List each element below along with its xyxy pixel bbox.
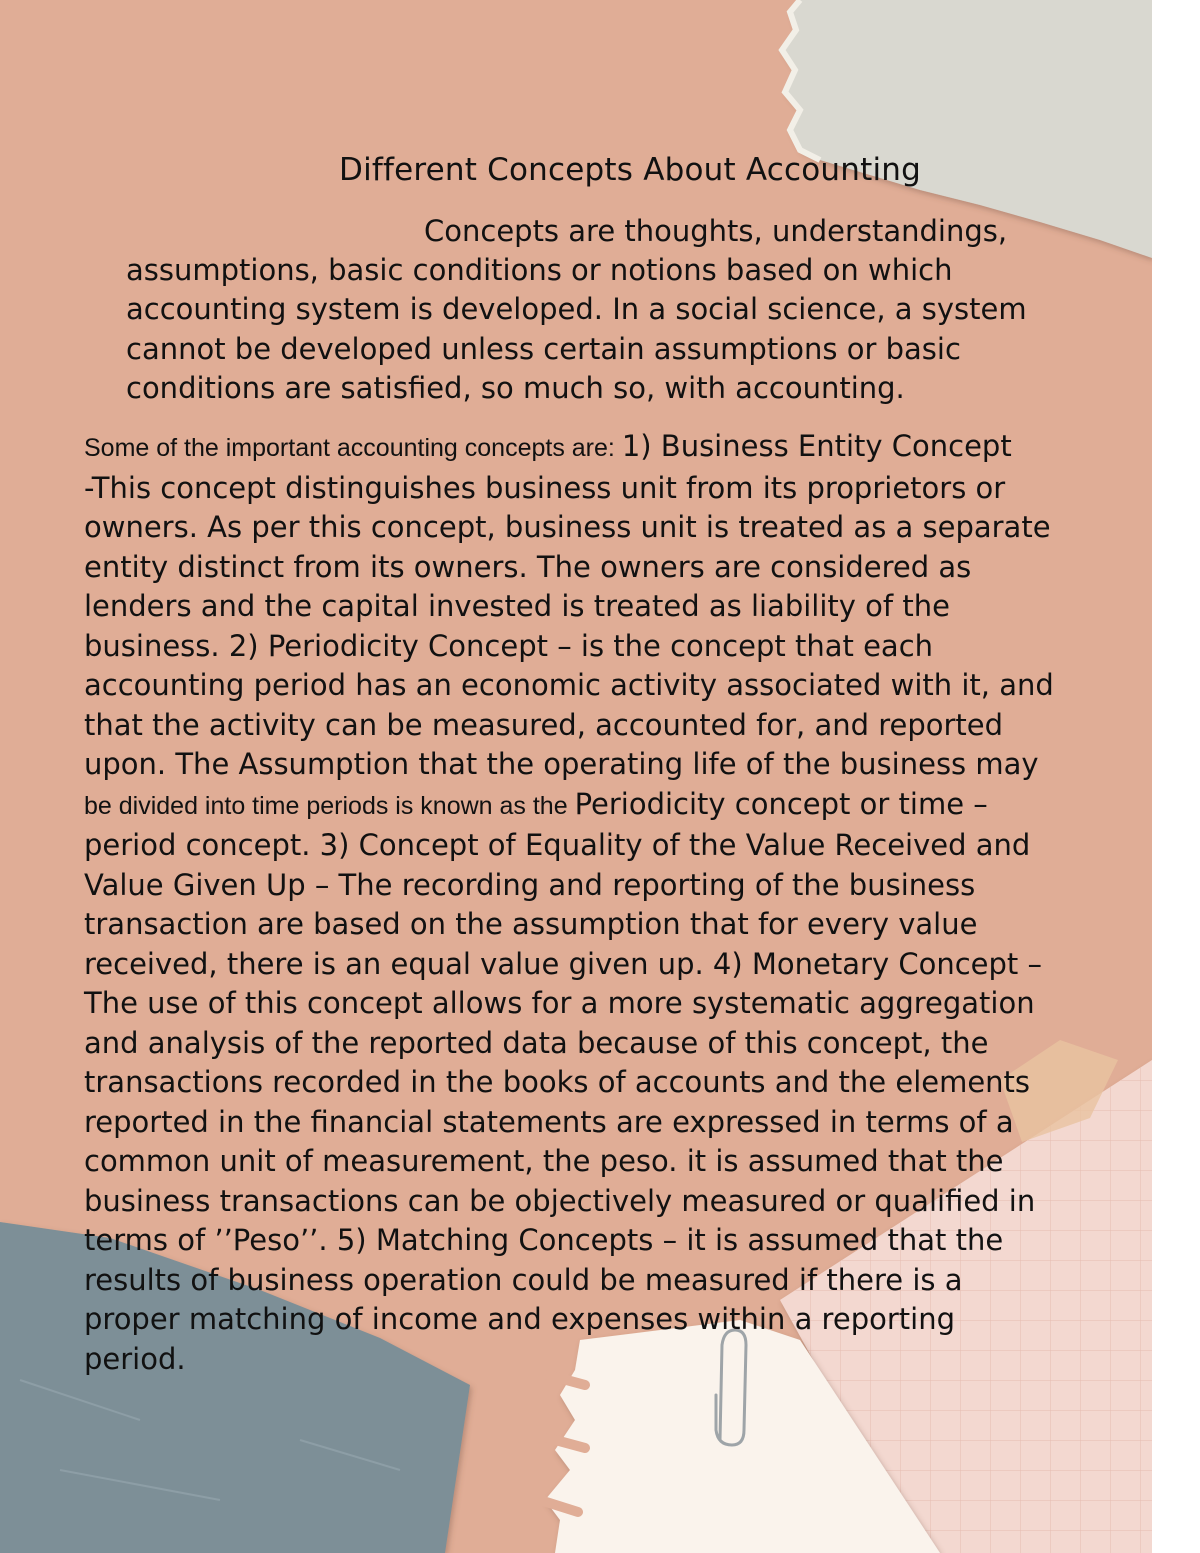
body-line: common unit of measurement, the peso. it is assumed that the: [84, 1144, 1004, 1178]
intro-line: conditions are satisfied, so much so, with accounting.: [126, 370, 905, 405]
body-line: business transactions can be objectively measured or qualified in: [84, 1183, 1036, 1218]
body-line: Value Given Up – The recording and reporting of the business: [84, 867, 976, 902]
intro-line: cannot be developed unless certain assumptions or basic: [126, 331, 961, 366]
body-line: Periodicity concept or time –: [574, 786, 988, 821]
body-line: The use of this concept allows for a more systematic aggregation: [84, 986, 1035, 1020]
body-line: business. 2) Periodicity Concept – is the concept that each: [84, 628, 934, 663]
page-title: Different Concepts About Accounting: [339, 152, 921, 188]
body-line-prefix: be divided into time periods is known as the: [84, 791, 575, 820]
body-line: transactions recorded in the books of accounts and the elements: [84, 1065, 1031, 1099]
body-line: proper matching of income and expenses within a reporting: [84, 1302, 955, 1336]
body-line: period concept. 3) Concept of Equality of the Value Received and: [84, 828, 1031, 862]
intro-line: Concepts are thoughts, understandings,: [424, 214, 1008, 248]
body-line: period.: [84, 1341, 186, 1376]
body-line-prefix: Some of the important accounting concepts are:: [84, 434, 622, 462]
body-line: results of business operation could be measured if there is a: [84, 1262, 963, 1297]
body-line: entity distinct from its owners. The owners are considered as: [84, 549, 972, 584]
body-line: that the activity can be measured, accounted for, and reported: [84, 707, 1004, 742]
intro-line: accounting system is developed. In a social science, a system: [126, 292, 1027, 327]
concepts-paragraph: [84, 427, 1150, 1379]
body-line: reported in the financial statements are expressed in terms of a: [84, 1104, 1014, 1139]
body-line: -This concept distinguishes business unit from its proprietors or: [84, 470, 1006, 505]
intro-line: assumptions, basic conditions or notions based on which: [126, 253, 953, 288]
body-line: lenders and the capital invested is treated as liability of the: [84, 589, 950, 623]
body-line: transaction are based on the assumption that for every value: [84, 907, 978, 941]
body-line: owners. As per this concept, business unit is treated as a separate: [84, 510, 1051, 544]
intro-paragraph: [126, 212, 1106, 408]
body-line: and analysis of the reported data because of this concept, the: [84, 1025, 989, 1060]
body-line: 1) Business Entity Concept: [621, 429, 1012, 463]
body-line: upon. The Assumption that the operating life of the business may: [84, 747, 1039, 781]
body-line: terms of ’’Peso’’. 5) Matching Concepts – it is assumed that the: [84, 1223, 1004, 1257]
body-line: received, there is an equal value given up. 4) Monetary Concept –: [84, 946, 1042, 981]
body-line: accounting period has an economic activity associated with it, and: [84, 668, 1054, 702]
